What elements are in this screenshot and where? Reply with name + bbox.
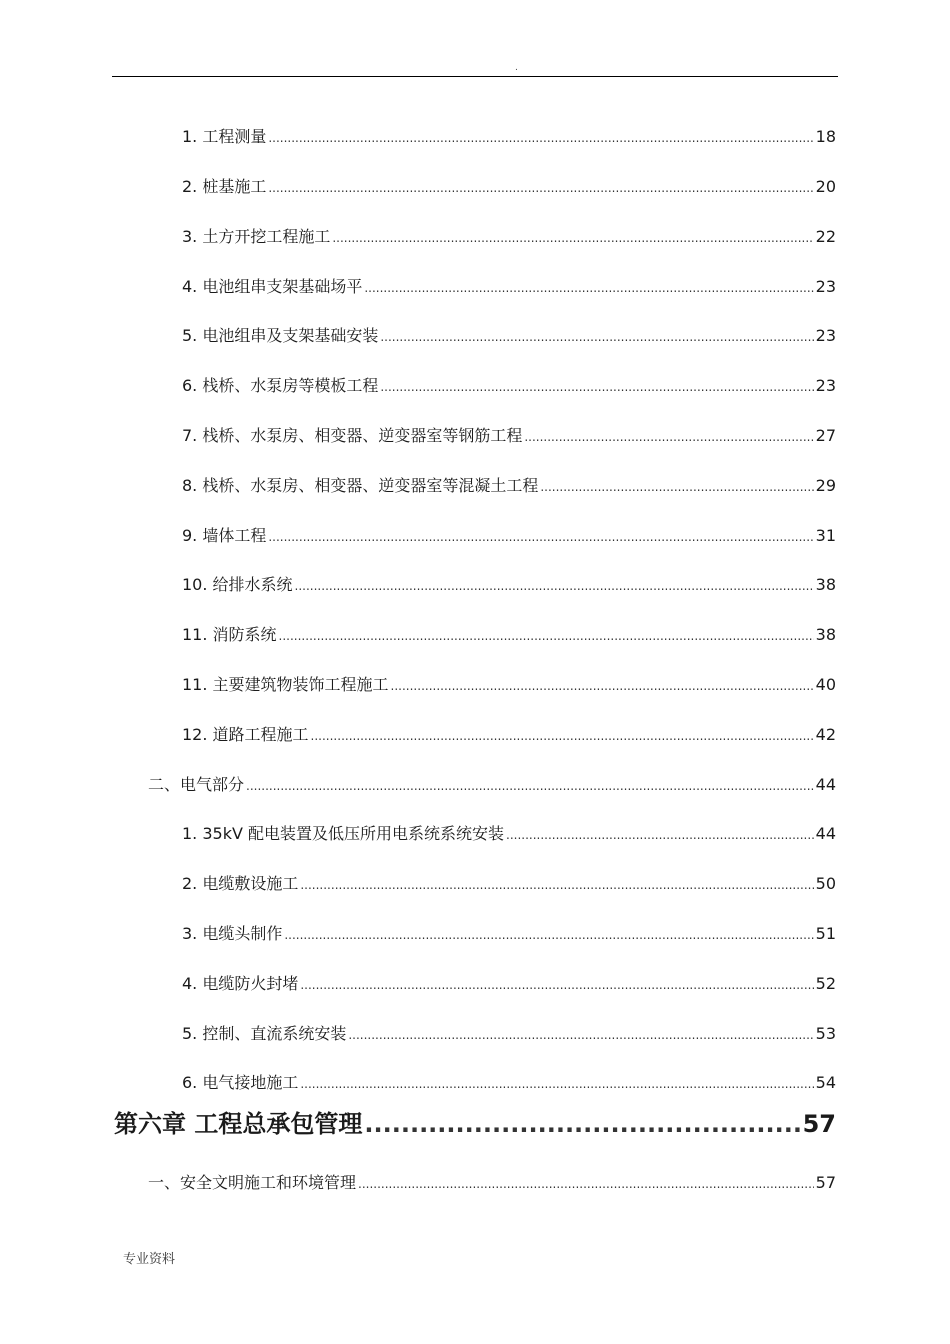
toc-entry-page: 52 xyxy=(815,974,836,993)
toc-entry-label: 9. 墙体工程 xyxy=(182,526,267,545)
toc-entry[interactable] xyxy=(182,374,836,399)
toc-entry[interactable] xyxy=(182,175,836,200)
toc-entry[interactable] xyxy=(182,1071,836,1096)
toc-entry[interactable] xyxy=(182,573,836,598)
page-footer: 专业资料 xyxy=(123,1252,176,1267)
toc-entry-page: 23 xyxy=(815,326,836,345)
toc-entry-page: 57 xyxy=(815,1173,836,1192)
toc-entry[interactable] xyxy=(182,275,836,300)
dot-leader xyxy=(380,374,813,399)
toc-entry-label: 2. 电缆敷设施工 xyxy=(182,874,299,893)
toc-entry[interactable] xyxy=(182,225,836,250)
dot-leader xyxy=(332,225,813,250)
header-mark: . xyxy=(515,63,518,73)
toc-entry-label: 2. 桩基施工 xyxy=(182,177,267,196)
toc-entry-label: 10. 给排水系统 xyxy=(182,575,293,594)
toc-entry-page: 31 xyxy=(815,526,836,545)
toc-entry-label: 6. 栈桥、水泵房等模板工程 xyxy=(182,376,379,395)
dot-leader xyxy=(540,474,813,499)
toc-entry-label: 第六章 工程总承包管理 xyxy=(114,1110,363,1138)
toc-entry-page: 44 xyxy=(815,775,836,794)
toc-entry-page: 20 xyxy=(815,177,836,196)
dot-leader xyxy=(300,1071,813,1096)
toc-entry[interactable] xyxy=(182,424,836,449)
toc-entry-page: 40 xyxy=(815,675,836,694)
dot-leader xyxy=(311,723,814,748)
toc-entry-label: 5. 控制、直流系统安装 xyxy=(182,1024,347,1043)
toc-entry-page: 29 xyxy=(815,476,836,495)
toc-entry-label: 1. 工程测量 xyxy=(182,127,267,146)
toc-chapter-entry[interactable] xyxy=(114,1108,836,1140)
toc-entry-page: 38 xyxy=(815,575,836,594)
dot-leader xyxy=(295,573,814,598)
toc-entry-label: 二、电气部分 xyxy=(148,775,245,794)
toc-entry-label: 8. 栈桥、水泵房、相变器、逆变器室等混凝土工程 xyxy=(182,476,539,495)
toc-entry-label: 11. 消防系统 xyxy=(182,625,277,644)
toc-entry[interactable] xyxy=(182,623,836,648)
toc-entry-page: 51 xyxy=(815,924,836,943)
toc-entry-label: 4. 电缆防火封堵 xyxy=(182,974,299,993)
dot-leader xyxy=(348,1022,813,1047)
toc-entry[interactable] xyxy=(182,723,836,748)
dot-leader xyxy=(391,673,814,698)
toc-entry-label: 1. 35kV 配电装置及低压所用电系统系统安装 xyxy=(182,824,505,843)
toc-entry-label: 3. 电缆头制作 xyxy=(182,924,283,943)
toc-entry-page: 53 xyxy=(815,1024,836,1043)
toc-entry-label: 一、安全文明施工和环境管理 xyxy=(148,1173,357,1192)
toc-entry-label: 6. 电气接地施工 xyxy=(182,1073,299,1092)
toc-entry[interactable] xyxy=(182,872,836,897)
dot-leader xyxy=(300,872,813,897)
dot-leader xyxy=(380,324,813,349)
toc-entry[interactable] xyxy=(182,524,836,549)
header-rule xyxy=(112,76,838,77)
toc-entry[interactable] xyxy=(182,922,836,947)
dot-leader xyxy=(284,922,813,947)
toc-entry-page: 54 xyxy=(815,1073,836,1092)
toc-entry[interactable] xyxy=(182,972,836,997)
toc-entry-page: 44 xyxy=(815,824,836,843)
toc-entry[interactable] xyxy=(182,822,836,847)
toc-entry-page: 50 xyxy=(815,874,836,893)
toc-entry-page: 27 xyxy=(815,426,836,445)
dot-leader xyxy=(279,623,814,648)
dot-leader xyxy=(524,424,813,449)
toc-entry-page: 42 xyxy=(815,725,836,744)
toc-entry-page: 38 xyxy=(815,625,836,644)
toc-entry-page: 23 xyxy=(815,277,836,296)
toc-entry[interactable] xyxy=(182,125,836,150)
dot-leader xyxy=(300,972,813,997)
toc-entry-label: 3. 土方开挖工程施工 xyxy=(182,227,331,246)
toc-entry-label: 5. 电池组串及支架基础安装 xyxy=(182,326,379,345)
dot-leader xyxy=(268,125,813,150)
toc-entry-label: 12. 道路工程施工 xyxy=(182,725,309,744)
toc-entry-label: 7. 栈桥、水泵房、相变器、逆变器室等钢筋工程 xyxy=(182,426,523,445)
toc-entry-page: 23 xyxy=(815,376,836,395)
dot-leader xyxy=(358,1171,814,1196)
dot-leader xyxy=(506,822,814,847)
toc-entry[interactable] xyxy=(182,324,836,349)
dot-leader xyxy=(364,1108,800,1140)
dot-leader xyxy=(268,175,813,200)
dot-leader xyxy=(268,524,813,549)
dot-leader xyxy=(364,275,813,300)
dot-leader xyxy=(246,773,814,798)
toc-entry-label: 4. 电池组串支架基础场平 xyxy=(182,277,363,296)
toc-entry[interactable] xyxy=(182,1022,836,1047)
toc-entry-page: 57 xyxy=(802,1110,836,1138)
toc-entry-page: 18 xyxy=(815,127,836,146)
toc-entry[interactable] xyxy=(182,673,836,698)
toc-entry[interactable] xyxy=(182,474,836,499)
toc-entry-label: 11. 主要建筑物装饰工程施工 xyxy=(182,675,389,694)
toc-section-entry[interactable] xyxy=(148,773,836,798)
toc-section-entry[interactable] xyxy=(148,1171,836,1196)
toc-entry-page: 22 xyxy=(815,227,836,246)
